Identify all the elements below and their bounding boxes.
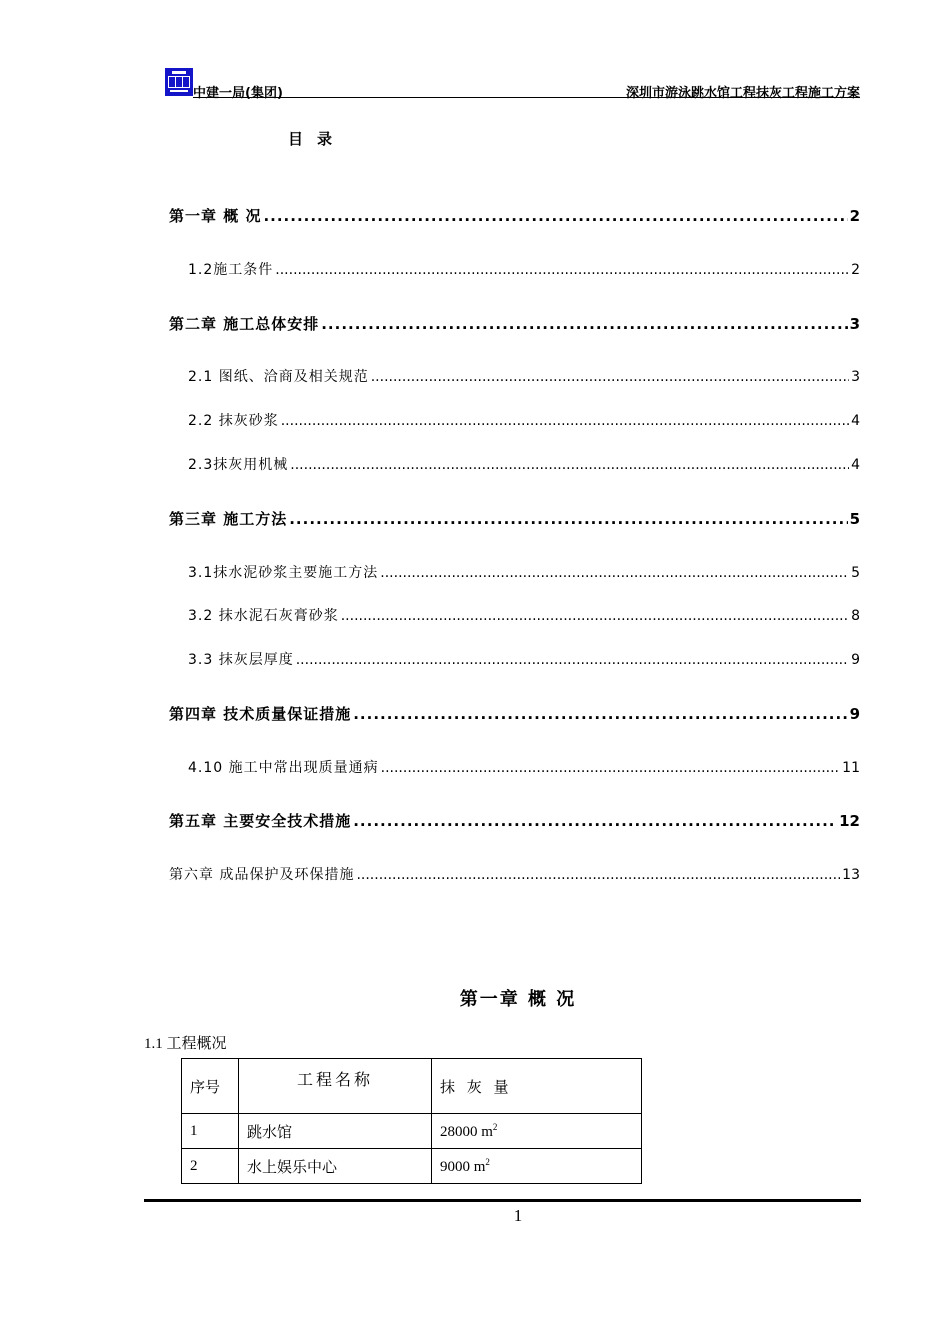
header-company: 中建一局(集团): [193, 86, 283, 101]
toc-entry[interactable]: 2.2 抹灰砂浆 ..... 4: [188, 410, 860, 430]
toc-entry[interactable]: 第四章 技术质量保证措施 ..... 9: [169, 703, 860, 724]
footer-rule: [144, 1199, 861, 1202]
project-table: [181, 1058, 642, 1184]
table-row: [182, 1149, 642, 1184]
toc-entry[interactable]: 4.10 施工中常出现质量通病 ..... 11: [188, 757, 860, 777]
toc-title: 目录: [288, 130, 347, 148]
toc-entry[interactable]: 第三章 施工方法 ..... 5: [169, 508, 860, 529]
cell-name: 跳水馆: [239, 1114, 432, 1149]
toc-entry[interactable]: 2.3抹灰用机械 ..... 4: [188, 454, 860, 474]
cell-name: 水上娱乐中心: [239, 1149, 432, 1184]
header-document-title: 深圳市游泳跳水馆工程抹灰工程施工方案: [625, 86, 860, 101]
toc-entry[interactable]: 3.2 抹水泥石灰膏砂浆 ..... 8: [188, 605, 860, 625]
cell-amount: 28000 $m^2$: [432, 1114, 642, 1149]
chapter-title: 第一章 概 况: [459, 989, 577, 1010]
header-cell-amount: 抹 灰 量: [432, 1059, 642, 1114]
table-header-row: [182, 1059, 642, 1114]
cell-amount: 9000 $m^2$: [432, 1149, 642, 1184]
toc-entry[interactable]: 2.1 图纸、洽商及相关规范 ..... 3: [188, 366, 860, 386]
header-rule: [193, 97, 860, 98]
header-cell-no: 序号: [182, 1059, 239, 1114]
section-title: 1.1 工程概况: [144, 1036, 227, 1052]
header-cell-name: 工程名称: [239, 1059, 432, 1114]
page-number: 1: [513, 1206, 523, 1225]
cell-no: 1: [182, 1114, 239, 1149]
toc-entry[interactable]: 第二章 施工总体安排 ..... 3: [169, 313, 860, 334]
toc-entry[interactable]: 第五章 主要安全技术措施 ..... 12: [169, 810, 860, 831]
toc-entry[interactable]: 3.3 抹灰层厚度 ..... 9: [188, 649, 860, 669]
cell-no: 2: [182, 1149, 239, 1184]
toc-entry[interactable]: 1.2施工条件 ..... 2: [188, 259, 860, 279]
toc-entry[interactable]: 3.1抹水泥砂浆主要施工方法 ..... 5: [188, 562, 860, 582]
company-logo: [165, 68, 193, 96]
table-row: [182, 1114, 642, 1149]
toc-entry[interactable]: 第一章 概 况 ..... 2: [169, 205, 860, 226]
toc-entry[interactable]: 第六章 成品保护及环保措施 ..... 13: [169, 864, 860, 884]
